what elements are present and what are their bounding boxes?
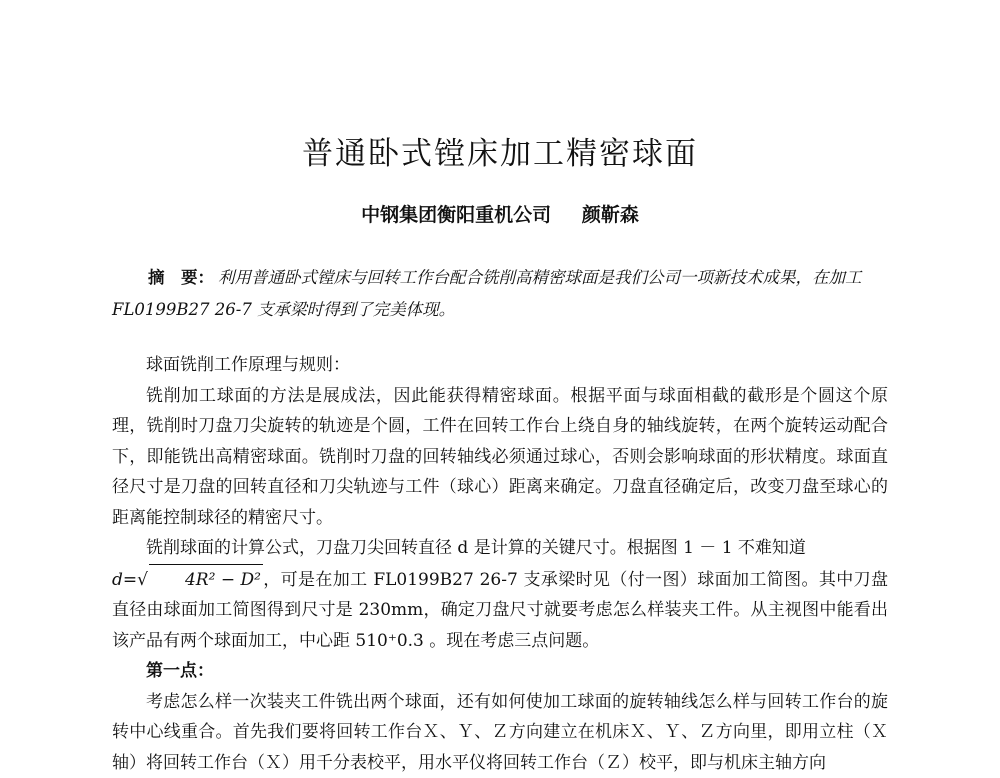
- abstract-label: 摘 要：: [148, 268, 214, 287]
- body-text: [112, 350, 888, 778]
- abstract: [112, 262, 888, 326]
- author-affiliation: 中钢集团衡阳重机公司: [361, 204, 551, 226]
- paragraph-3: 考虑怎么样一次装夹工件铣出两个球面，还有如何使加工球面的旋转轴线怎么样与回转工作台的旋转中心线重合。首先我们要将回转工作台Ｘ、Ｙ、Ｚ方向建立在机床Ｘ、Ｙ、Ｚ方向里，即用立柱（Ｘ轴）将回转工作台（Ｘ）用千分表校平，用水平仪将回转工作台（Ｚ）校平，即与机床主轴方向: [112, 687, 888, 778]
- formula-radicand: 4R² − D²: [149, 564, 263, 596]
- formula-prefix: d=: [112, 570, 137, 590]
- author-line: [0, 200, 1000, 227]
- abstract-text: 利用普通卧式镗床与回转工作台配合铣削高精密球面是我们公司一项新技术成果，在加工 FL0199B27 26-7 支承梁时得到了完美体现。: [112, 268, 862, 319]
- paragraph-2: [112, 533, 888, 656]
- formula: d=√ 4R² − D²: [112, 570, 263, 590]
- paragraph-1: 铣削加工球面的方法是展成法，因此能获得精密球面。根据平面与球面相截的截形是个圆这个原理，铣削时刀盘刀尖旋转的轨迹是个圆，工件在回转工作台上绕自身的轴线旋转，在两个旋转运动配合下，即能铣出高精密球面。铣削时刀盘的回转轴线必须通过球心，否则会影响球面的形状精度。球面直径尺寸是刀盘的回转直径和刀尖轨迹与工件（球心）距离来确定。刀盘直径确定后，改变刀盘至球心的距离能控制球径的精密尺寸。: [112, 381, 888, 534]
- section-heading: 球面铣削工作原理与规则：: [112, 350, 888, 381]
- paper-title: 普通卧式镗床加工精密球面: [0, 128, 1000, 173]
- paragraph-2-end: ，可是在加工 FL0199B27 26-7 支承梁时见（付一图）球面加工简图。其中刀盘直径由球面加工简图得到尺寸是 230mm，确定刀盘尺寸就要考虑怎么样装夹工件。从主视图中能看出该产品有两个球面加工，中心距 510⁺0.3 。现在考虑三点问题。: [112, 570, 888, 651]
- point-1-heading: 第一点：: [112, 656, 888, 687]
- paragraph-2-start: 铣削球面的计算公式，刀盘刀尖回转直径 d 是计算的关键尺寸。根据图 1 － 1 不难知道: [146, 538, 806, 558]
- author-name: 颜靳森: [582, 204, 639, 226]
